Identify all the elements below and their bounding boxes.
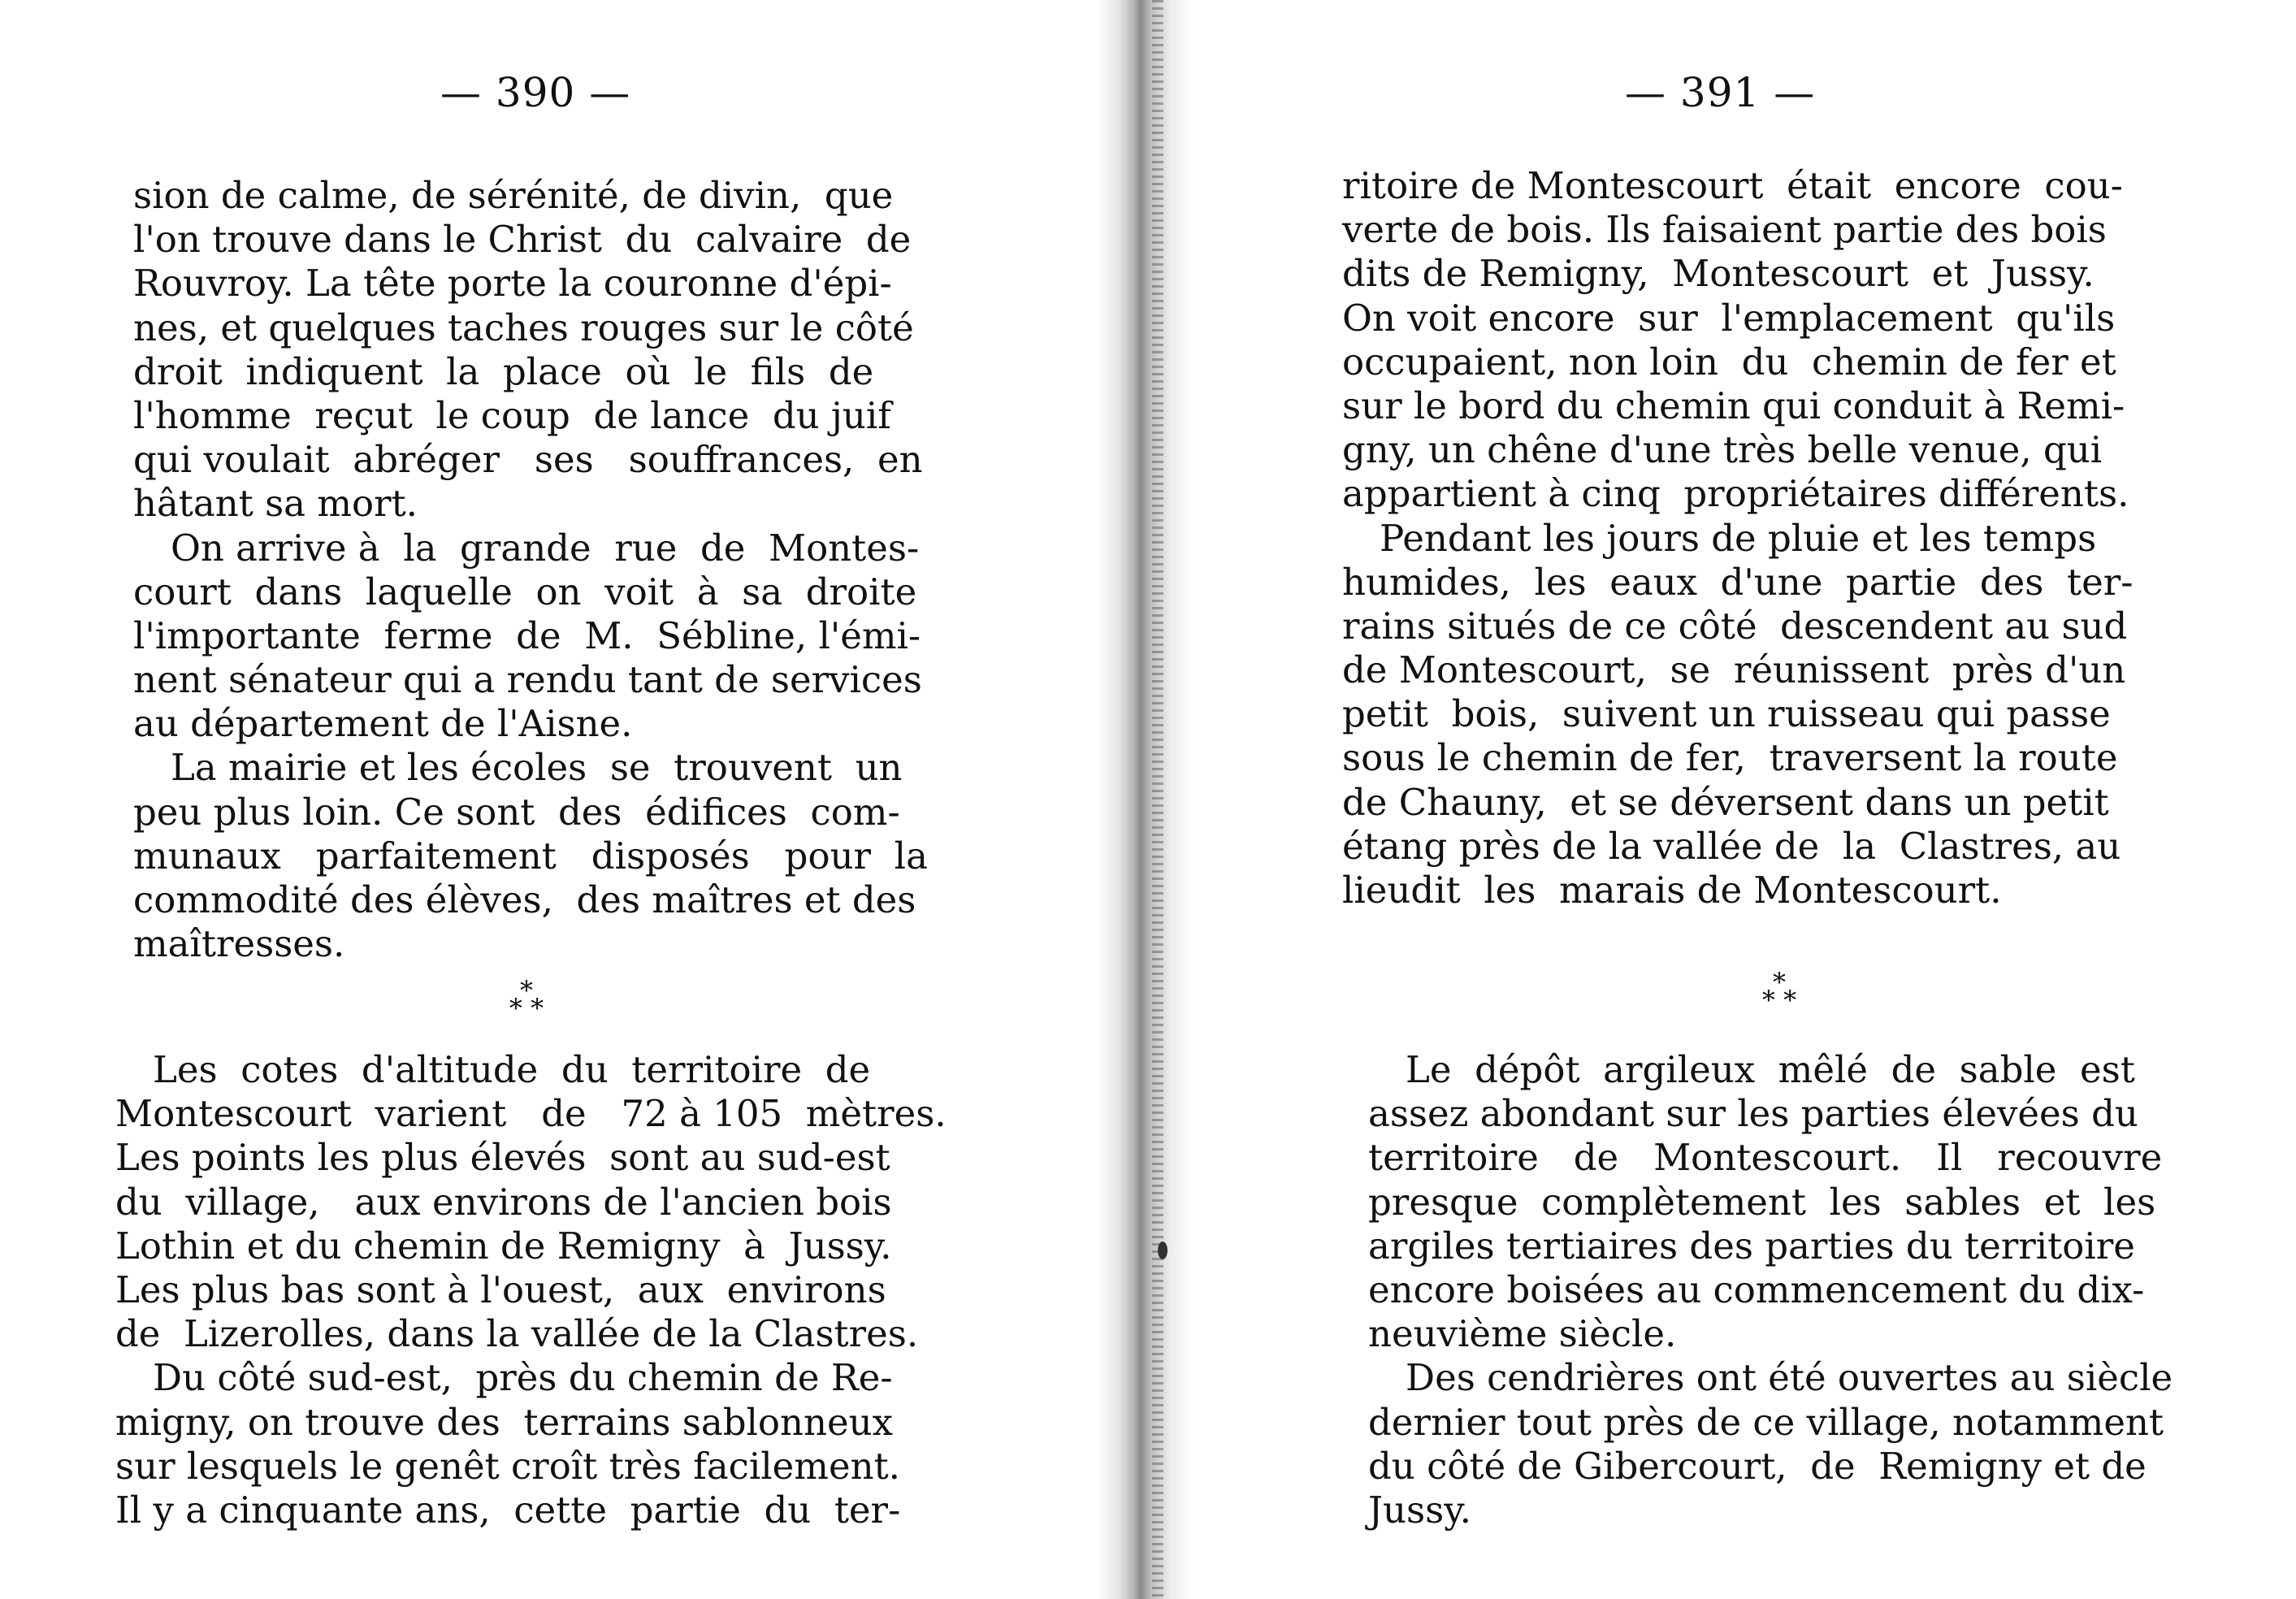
text-line: droit indiquent la place où le fils de — [133, 349, 874, 393]
text-line: Du côté sud-est, près du chemin de Re- — [153, 1356, 893, 1400]
text-line: neuvième siècle. — [1368, 1312, 1677, 1356]
text-line: Les plus bas sont à l'ouest, aux environs — [115, 1268, 886, 1311]
text-line: occupaient, non loin du chemin de fer et — [1342, 340, 2116, 384]
left-page — [0, 0, 1137, 1599]
text-line: Lothin et du chemin de Remigny à Jussy. — [115, 1224, 892, 1268]
text-line: maîtresses. — [133, 922, 345, 966]
text-line: dernier tout près de ce village, notamment — [1368, 1400, 2164, 1444]
text-line: l'on trouve dans le Christ du calvaire de — [133, 218, 912, 262]
text-line: Le dépôt argileux mêlé de sable est — [1406, 1048, 2135, 1091]
text-line: Rouvroy. La tête porte la couronne d'épi- — [133, 262, 892, 306]
text-line: au département de l'Aisne. — [133, 702, 633, 746]
text-line: rains situés de ce côté descendent au sud — [1342, 604, 2128, 648]
text-line: du village, aux environs de l'ancien bois — [115, 1180, 892, 1224]
text-line: de Montescourt, se réunissent près d'un — [1342, 648, 2126, 692]
text-line: de Chauny, et se déversent dans un petit — [1342, 780, 2109, 824]
text-line: appartient à cinq propriétaires différents. — [1342, 472, 2129, 516]
section-separator-left: * * * — [509, 975, 544, 1024]
gutter-speckle — [1152, 0, 1163, 1599]
text-line: dits de Remigny, Montescourt et Jussy. — [1342, 252, 2095, 296]
text-line: hâtant sa mort. — [133, 482, 418, 526]
text-line: court dans laquelle on voit à sa droite — [133, 570, 917, 613]
left-text-block-bottom — [115, 1048, 947, 1532]
right-text-block-bottom — [1368, 1048, 2173, 1532]
text-line: l'homme reçut le coup de lance du juif — [133, 393, 891, 437]
text-line: sion de calme, de sérénité, de divin, que — [133, 174, 894, 217]
text-line: qui voulait abréger ses souffrances, en — [133, 438, 923, 482]
text-line: territoire de Montescourt. Il recouvre — [1368, 1136, 2163, 1180]
section-separator-right: * * * — [1761, 967, 1797, 1016]
text-line: commodité des élèves, des maîtres et des — [133, 878, 916, 921]
text-line: du côté de Gibercourt, de Remigny et de — [1368, 1444, 2147, 1488]
text-line: nent sénateur qui a rendu tant de services — [133, 658, 922, 702]
text-line: migny, on trouve des terrains sablonneux — [115, 1400, 893, 1444]
text-line: encore boisées au commencement du dix- — [1368, 1268, 2145, 1311]
text-line: sous le chemin de fer, traversent la route — [1342, 736, 2118, 780]
text-line: petit bois, suivent un ruisseau qui passe — [1342, 692, 2111, 736]
text-line: de Lizerolles, dans la vallée de la Clastres. — [115, 1312, 919, 1356]
text-line: lieudit les marais de Montescourt. — [1342, 869, 2002, 912]
text-line: assez abondant sur les parties élevées du — [1368, 1092, 2138, 1136]
right-page — [1170, 0, 2296, 1599]
text-line: peu plus loin. Ce sont des édifices com- — [133, 790, 900, 834]
text-line: presque complètement les sables et les — [1368, 1180, 2156, 1224]
text-line: Il y a cinquante ans, cette partie du ter- — [115, 1488, 901, 1532]
right-text-block-top — [1342, 164, 2133, 912]
left-text-block-top — [133, 174, 928, 966]
text-line: ritoire de Montescourt était encore cou- — [1342, 164, 2123, 207]
gutter-mark — [1158, 1242, 1167, 1259]
text-line: gny, un chêne d'une très belle venue, qui — [1342, 428, 2103, 472]
text-line: humides, les eaux d'une partie des ter- — [1342, 560, 2134, 604]
text-line: Pendant les jours de pluie et les temps — [1380, 516, 2097, 560]
page-number-left: — 390 — — [440, 69, 631, 116]
text-line: Les points les plus élevés sont au sud-est — [115, 1136, 890, 1180]
text-line: munaux parfaitement disposés pour la — [133, 834, 928, 878]
text-line: La mairie et les écoles se trouvent un — [171, 746, 903, 790]
text-line: Les cotes d'altitude du territoire de — [153, 1048, 871, 1091]
text-line: Montescourt varient de 72 à 105 mètres. — [115, 1092, 947, 1136]
text-line: étang près de la vallée de la Clastres, au — [1342, 824, 2121, 868]
text-line: sur lesquels le genêt croît très facilement. — [115, 1444, 900, 1488]
text-line: On arrive à la grande rue de Montes- — [171, 526, 920, 570]
text-line: On voit encore sur l'emplacement qu'ils — [1342, 296, 2116, 340]
page-number-right: — 391 — — [1625, 69, 1816, 116]
text-line: argiles tertiaires des parties du territoire — [1368, 1224, 2135, 1268]
text-line: Des cendrières ont été ouvertes au siècle — [1406, 1356, 2173, 1400]
text-line: l'importante ferme de M. Sébline, l'émi- — [133, 613, 921, 657]
text-line: sur le bord du chemin qui conduit à Remi- — [1342, 384, 2125, 427]
text-line: Jussy. — [1368, 1488, 1471, 1532]
text-line: verte de bois. Ils faisaient partie des bois — [1342, 208, 2107, 252]
text-line: nes, et quelques taches rouges sur le côté — [133, 306, 914, 349]
